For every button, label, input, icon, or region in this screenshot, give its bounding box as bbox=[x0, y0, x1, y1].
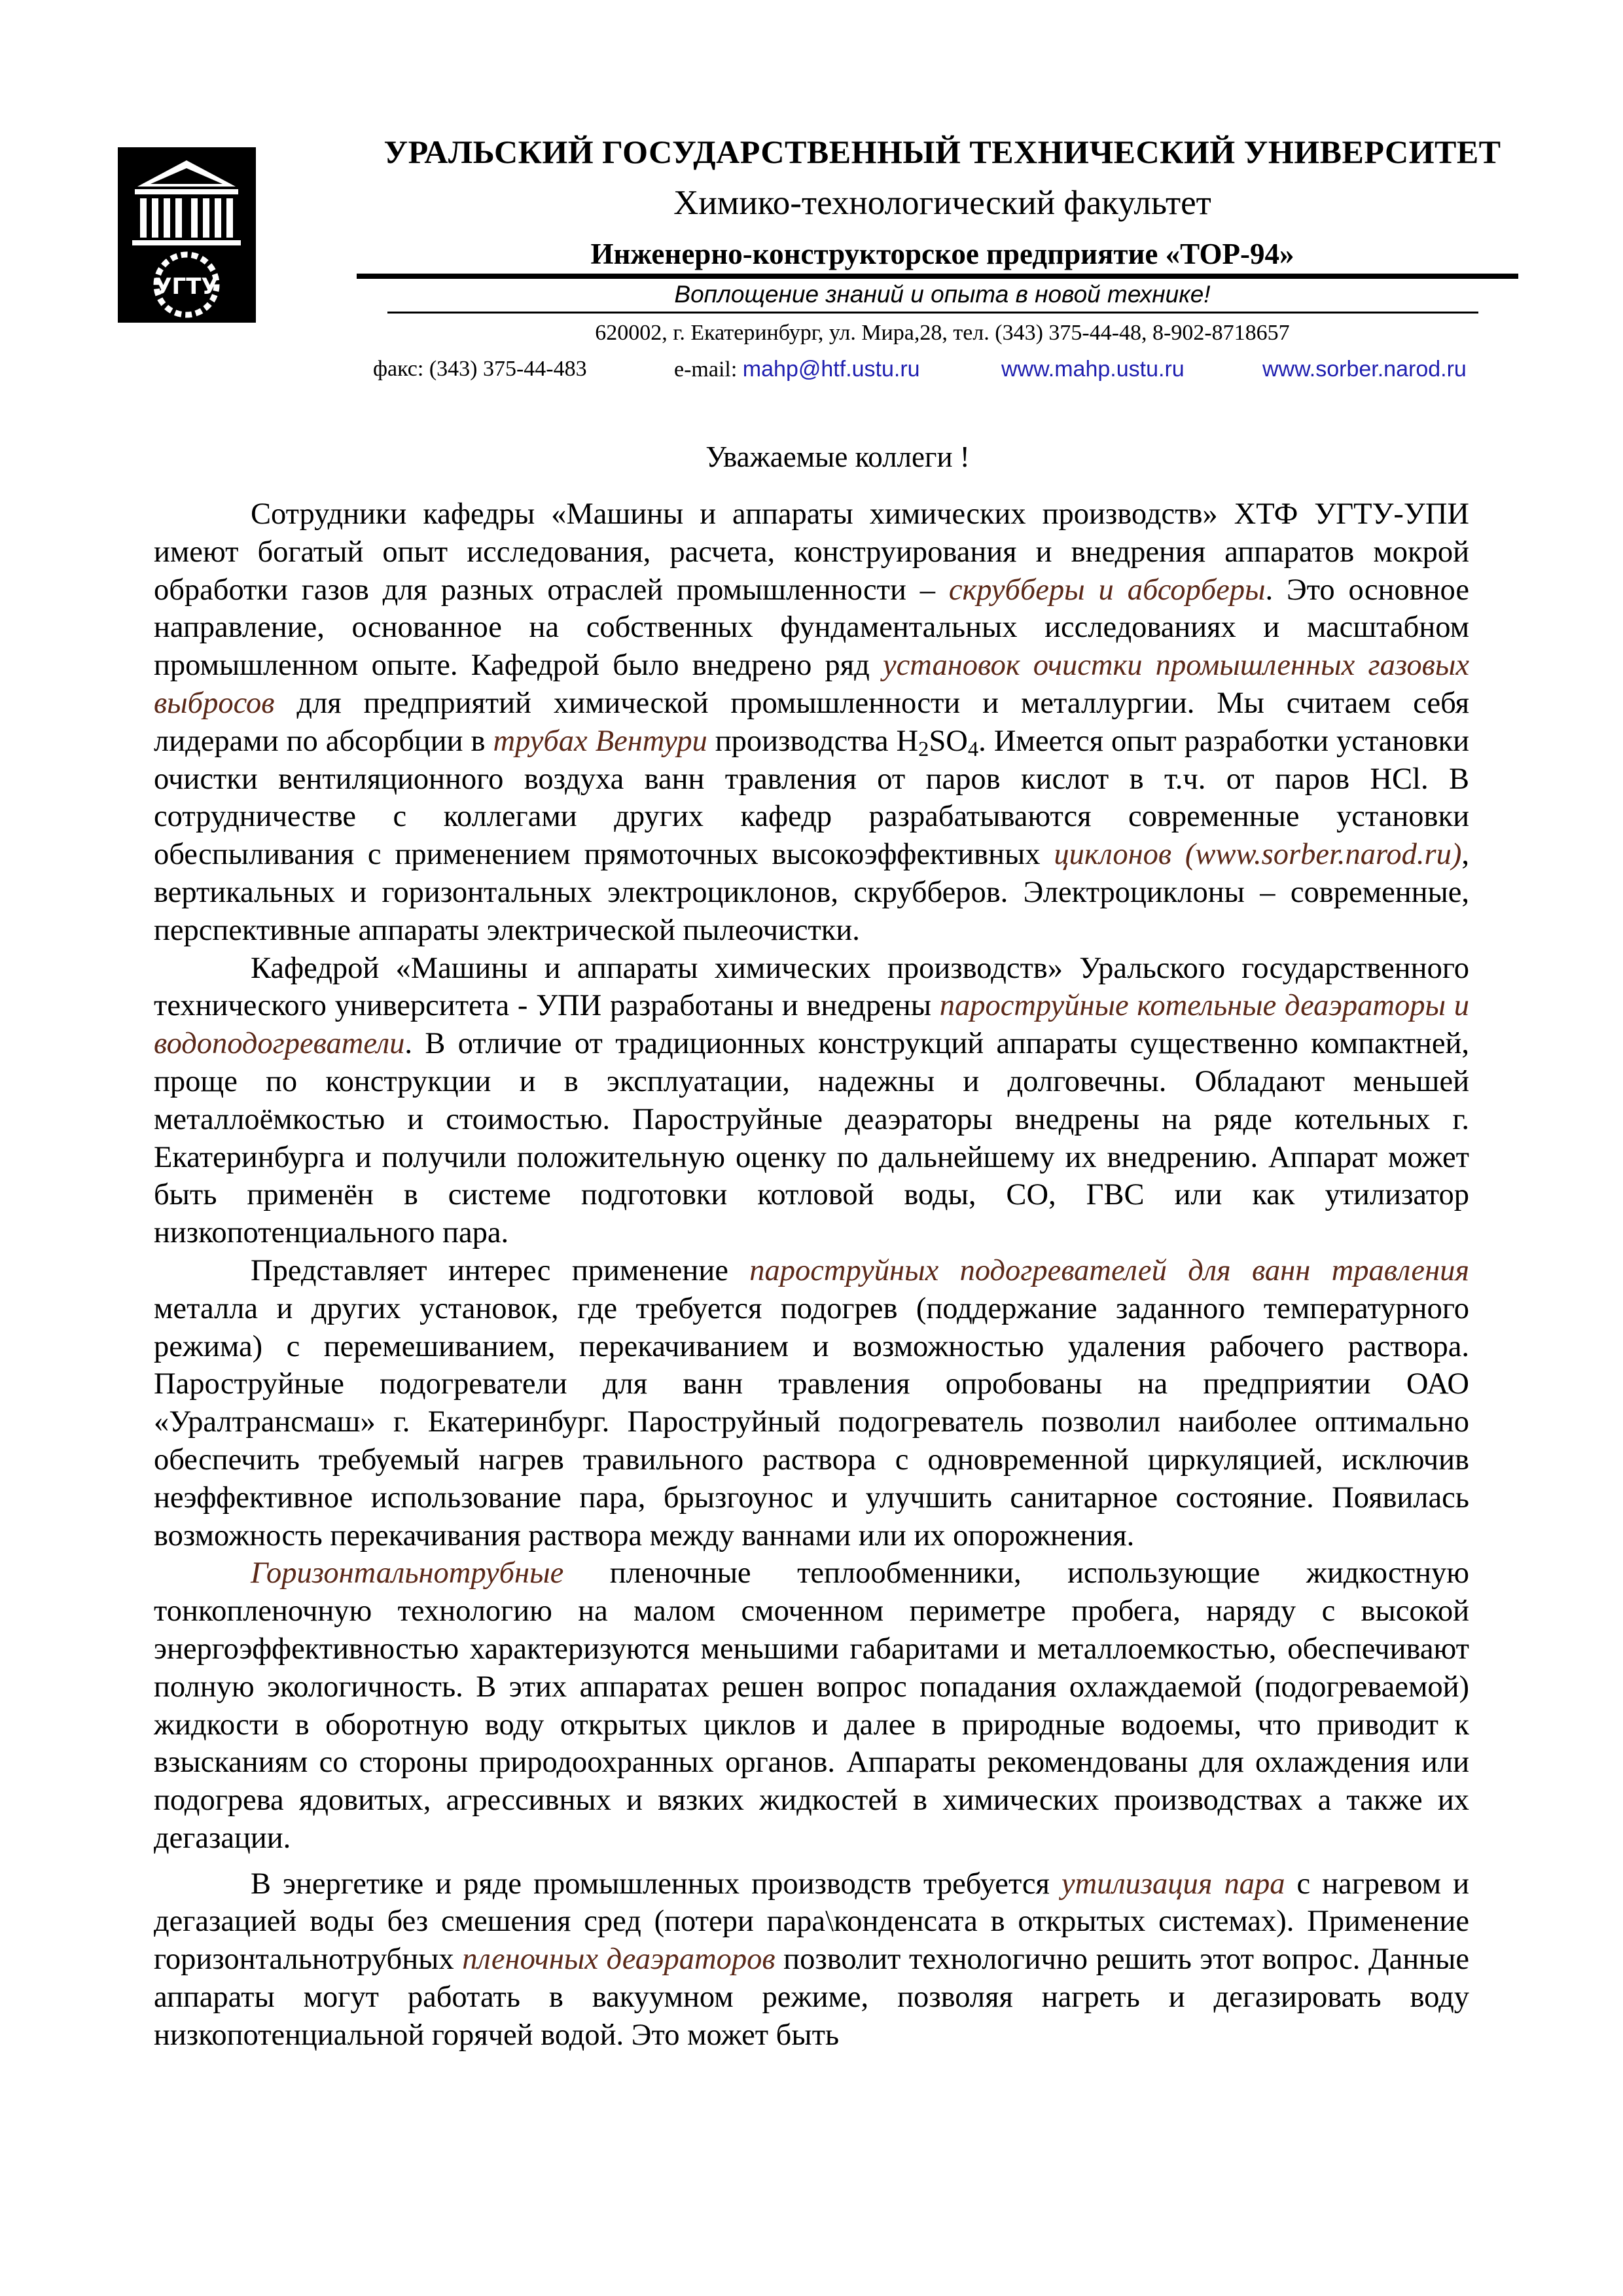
header-rule-thin bbox=[387, 312, 1478, 314]
p1-subscript-2: 4 bbox=[967, 737, 979, 761]
paragraph-5 bbox=[154, 1865, 1469, 2054]
p5-emphasis-2: пленочных деаэраторов bbox=[462, 1943, 776, 1977]
p5-text-3: позволит технологично решить этот вопрос. Данные аппараты могут работать в вакуумном режиме, позволяя нагреть и дегазировать воду низкопотенциальной горячей водой. Это может быть bbox=[154, 1943, 1469, 2052]
address-line: 620002, г. Екатеринбург, ул. Мира,28, тел. (343) 375-44-48, 8-902-8718657 bbox=[595, 321, 1290, 345]
greeting: Уважаемые коллеги ! bbox=[705, 440, 970, 473]
p4-emphasis-1: Горизонтальнотрубные bbox=[251, 1556, 564, 1590]
faculty-name: Химико-технологический факультет bbox=[673, 184, 1211, 222]
p3-text-2: металла и других установок, где требуется подогрев (поддержание заданного температурного режима) с перемешиванием, перекачиванием и возможностью удаления рабочего раствора. Пароструйные подогреватели для ванн травления опробованы на предприятии ОАО «Уралтрансмаш» г. Екатеринбург. Пароструйный подогреватель позволил наиболее оптимально обеспечить требуемый нагрев травильного раствора с одновременной циркуляцией, исключив неэффективное использование пара, брызгоунос и улучшить санитарное состояние. Появилась возможность перекачивания раствора между ваннами или их опорожнения. bbox=[154, 1291, 1469, 1552]
email-label: e-mail: bbox=[674, 357, 743, 382]
paragraph-2 bbox=[154, 950, 1469, 1252]
email-block bbox=[674, 353, 920, 386]
p3-text-1: Представляет интерес применение bbox=[251, 1253, 750, 1287]
site-link-mahp[interactable]: www.mahp.ustu.ru bbox=[1001, 357, 1185, 382]
p5-text-1: В энергетике и ряде промышленных производств требуется bbox=[251, 1867, 1061, 1901]
enterprise-name: Инженерно-конструкторское предприятие «ТОР-94» bbox=[590, 238, 1294, 270]
p1-text-3: для предприятий химической промышленности и металлургии. Мы считаем себя лидерами по абсорбции в bbox=[154, 686, 1469, 758]
p1-text-6: . Имеется опыт разработки установки очистки вентиляционного воздуха ванн травления от паров кислот в т.ч. от паров HCl. В сотрудничестве с коллегами других кафедр разрабатываются современные установки обеспыливания с применением прямоточных высокоэффективных bbox=[154, 724, 1469, 872]
logo-text: УГТУ bbox=[154, 274, 219, 300]
p2-text-1: Кафедрой «Машины и аппараты химических производств» Уральского государственного технического университета - УПИ разработаны и внедрены bbox=[154, 951, 1469, 1023]
university-logo bbox=[116, 146, 257, 324]
site-link-sorber[interactable]: www.sorber.narod.ru bbox=[1262, 357, 1467, 382]
paragraph-4 bbox=[154, 1554, 1469, 1857]
p4-text-1: пленочные теплообменники, использующие жидкостную тонкопленочную технологию на малом смоченном периметре пробега, наряду с высокой энергоэффективностью характеризуются меньшими габаритами и металлоемкостью, обеспечивают полную экологичность. В этих аппаратах решен вопрос попадания охлаждаемой (подогреваемой) жидкости в оборотную воду открытых циклов и далее в природные водоемы, что приводит к взысканиям со стороны природоохранных органов. Аппараты рекомендованы для охлаждения или подогрева ядовитых, агрессивных и вязких жидкостей в химических производствах а также их дегазации. bbox=[154, 1556, 1469, 1855]
p1-text-4: производства H bbox=[707, 724, 919, 758]
letter-body bbox=[154, 495, 1469, 2054]
p1-emphasis-4: циклонов (www.sorber.narod.ru) bbox=[1054, 838, 1462, 872]
p1-text-7: , вертикальных и горизонтальных электроциклонов, скрубберов. Электроциклоны – современные, перспективные аппараты электрической пылеочистки. bbox=[154, 838, 1469, 947]
p1-emphasis-2: установок очистки промышленных газовых выбросов bbox=[154, 649, 1469, 720]
p1-emphasis-3: трубах Вентури bbox=[493, 724, 707, 758]
p1-text-5: SO bbox=[929, 724, 968, 758]
p5-emphasis-1: утилизация пара bbox=[1061, 1867, 1285, 1901]
fax: факс: (343) 375-44-483 bbox=[373, 357, 587, 381]
motto: Воплощение знаний и опыта в новой технике! bbox=[674, 281, 1211, 308]
p2-emphasis-1: пароструйные котельные деаэраторы и водоподогреватели bbox=[154, 989, 1469, 1061]
p3-emphasis-1: пароструйных подогревателей для ванн травления bbox=[749, 1253, 1470, 1287]
p2-text-2: . В отличие от традиционных конструкций аппараты существенно компактней, проще по конструкции и в эксплуатации, надежны и долговечны. Обладают меньшей металлоёмкостью и стоимостью. Пароструйные деаэраторы внедрены на ряде котельных г. Екатеринбурга и получили положительную оценку по дальнейшему их внедрению. Аппарат может быть применён в системе подготовки котловой воды, СО, ГВС или как утилизатор низкопотенциального пара. bbox=[154, 1027, 1469, 1250]
p1-text-1: Сотрудники кафедры «Машины и аппараты химических производств» ХТФ УГТУ-УПИ имеют богатый опыт исследования, расчета, конструирования и внедрения аппаратов мокрой обработки газов для разных отраслей промышленности – bbox=[154, 497, 1469, 607]
email-link[interactable]: mahp@htf.ustu.ru bbox=[742, 357, 920, 382]
p1-subscript-1: 2 bbox=[918, 737, 929, 761]
paragraph-3 bbox=[154, 1252, 1469, 1554]
p1-emphasis-1: скрубберы и абсорберы bbox=[948, 573, 1266, 607]
university-name: УРАЛЬСКИЙ ГОСУДАРСТВЕННЫЙ ТЕХНИЧЕСКИЙ УНИВЕРСИТЕТ bbox=[383, 134, 1501, 170]
paragraph-1 bbox=[154, 495, 1469, 950]
p5-text-2: с нагревом и дегазацией воды без смешения сред (потери пара\конденсата в открытых системах). Применение горизонтальнотрубных bbox=[154, 1867, 1470, 1977]
p1-text-2: . Это основное направление, основанное на собственных фундаментальных исследованиях и масштабном промышленном опыте. Кафедрой было внедрено ряд bbox=[154, 573, 1469, 683]
